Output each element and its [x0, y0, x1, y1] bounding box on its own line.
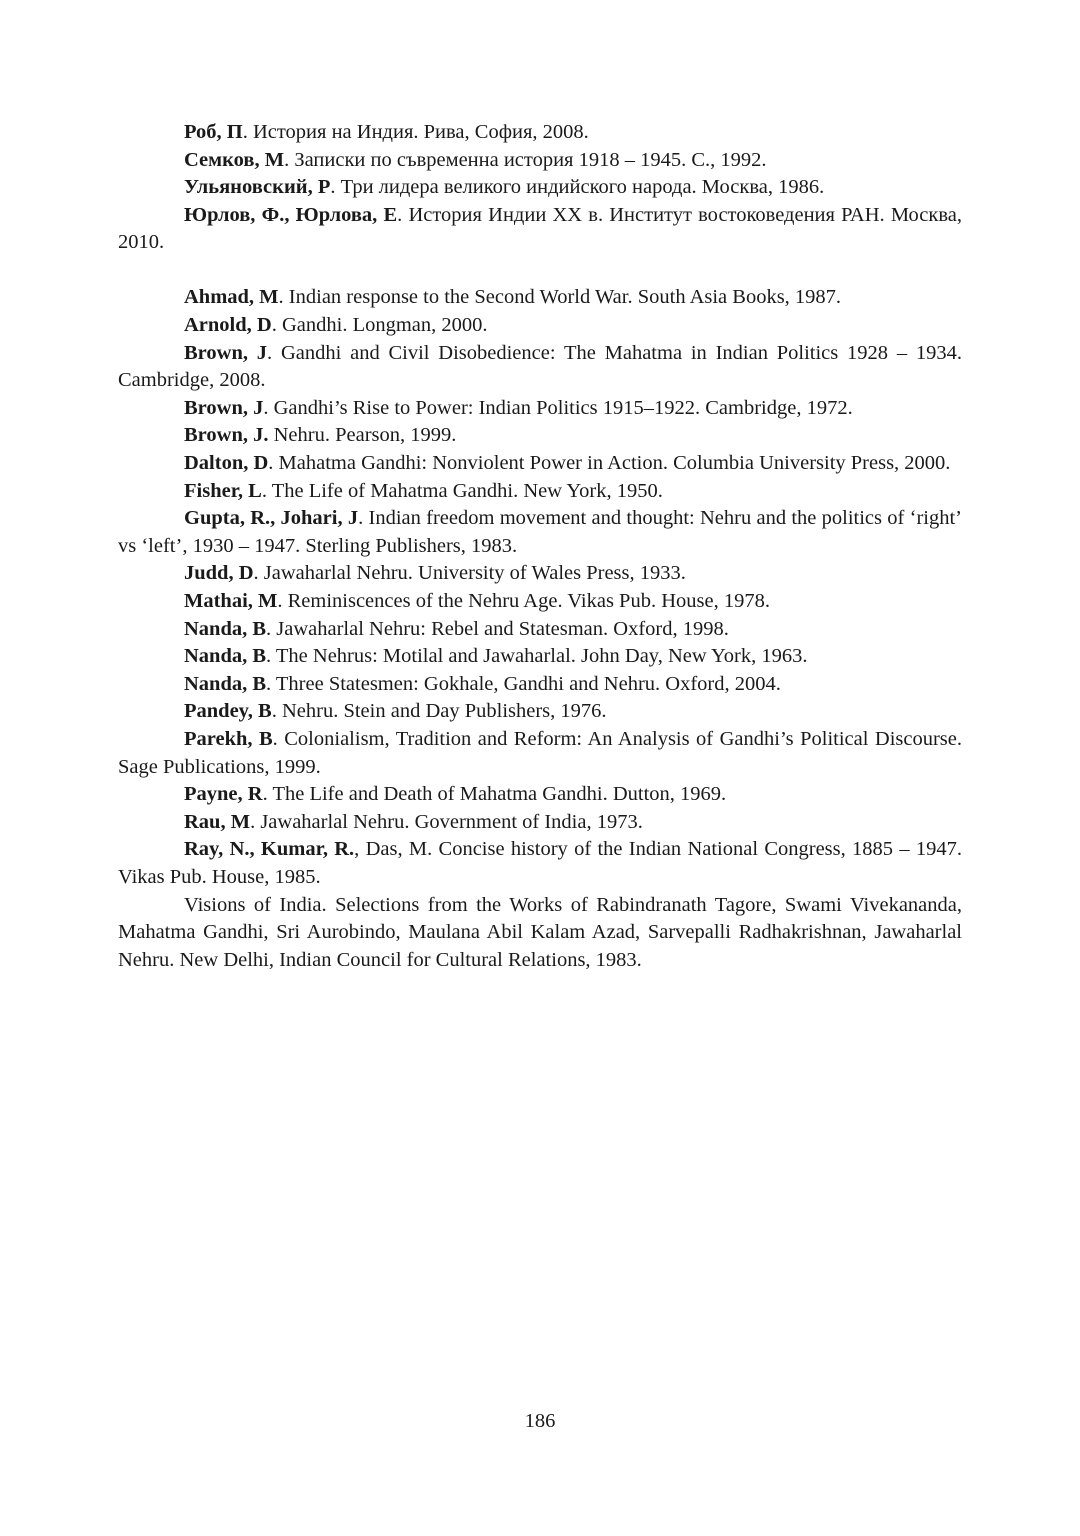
- entry-author: Fisher, L: [184, 479, 262, 502]
- entry-author: Mathai, M: [184, 590, 278, 612]
- bibliography-entry: [118, 395, 962, 423]
- entry-text: , Das, M. Concise history of the Indian National Congress, 1885 – 1947. Vikas Pub. House, 1985.: [118, 838, 962, 888]
- entry-author: Pandey, B: [184, 700, 272, 723]
- entry-text: . Gandhi’s Rise to Power: Indian Politics 1915–1922. Cambridge, 1972.: [263, 396, 853, 419]
- entry-author: Brown, J: [184, 396, 264, 419]
- bibliography-entry: [118, 147, 962, 175]
- entry-author: Rau, M: [184, 810, 251, 833]
- entry-text: . История Индии XX в. Институт востоковедения РАН. Москва, 2010.: [118, 203, 962, 254]
- bibliography-entry: [118, 505, 962, 560]
- entry-text: . Три лидера великого индийского народа. Москва, 1986.: [330, 176, 825, 199]
- entry-text: . Jawaharlal Nehru. University of Wales Press, 1933.: [253, 562, 686, 585]
- bibliography-entry: [118, 450, 962, 478]
- entry-text: Visions of India. Selections from the Works of Rabindranath Tagore, Swami Vivekananda, Mahatma Gandhi, Sri Aurobindo, Maulana Abil Kalam Azad, Sarvepalli Radhakrishnan, Jawaharlal Nehru. New Delhi, Indian Council for Cultural Relations, 1983.: [118, 893, 962, 971]
- entry-author: Payne, R: [184, 783, 263, 806]
- entry-text: . Reminiscences of the Nehru Age. Vikas Pub. House, 1978.: [277, 590, 770, 612]
- entry-author: Dalton, D: [184, 452, 269, 475]
- entry-author: Arnold, D: [184, 314, 272, 337]
- bibliography-entry: [118, 340, 962, 395]
- entry-text: . Записки по съвременна история 1918 – 1945. С., 1992.: [284, 148, 767, 171]
- bibliography-entry: [118, 312, 962, 340]
- entry-author: Parekh, B: [184, 727, 273, 750]
- bibliography-group-cyrillic: [118, 119, 962, 257]
- entry-text: . Indian freedom movement and thought: Nehru and the politics of ‘right’ vs ‘left’, 1930 – 1947. Sterling Publishers, 1983.: [118, 507, 962, 557]
- bibliography-entry: [118, 726, 962, 781]
- bibliography-entry: [118, 616, 962, 644]
- bibliography-entry: [118, 836, 962, 891]
- bibliography-entry: [118, 202, 962, 257]
- entry-author: Brown, J: [184, 341, 268, 364]
- bibliography-page: [118, 119, 962, 974]
- bibliography-group-latin: [118, 284, 962, 974]
- entry-text: . Jawaharlal Nehru. Government of India, 1973.: [250, 810, 643, 833]
- bibliography-entry: [118, 478, 962, 506]
- entry-author: Nanda, B: [184, 617, 267, 640]
- bibliography-entry: [118, 284, 962, 312]
- entry-author: Judd, D: [184, 562, 254, 585]
- bibliography-entry: [118, 422, 962, 450]
- bibliography-entry: [118, 174, 962, 202]
- entry-text: . The Life and Death of Mahatma Gandhi. Dutton, 1969.: [262, 783, 727, 806]
- bibliography-entry: [118, 671, 962, 699]
- entry-text: . Indian response to the Second World War. South Asia Books, 1987.: [278, 286, 842, 309]
- bibliography-entry: [118, 809, 962, 837]
- entry-author: Юрлов, Ф., Юрлова, Е: [184, 203, 398, 226]
- entry-author: Brown, J.: [184, 424, 269, 447]
- entry-author: Nanda, B: [184, 672, 267, 695]
- entry-text: . Mahatma Gandhi: Nonviolent Power in Action. Columbia University Press, 2000.: [268, 452, 951, 475]
- entry-text: . История на Индия. Рива, София, 2008.: [242, 121, 589, 143]
- entry-author: Роб, П: [184, 121, 243, 143]
- entry-author: Семков, М: [184, 148, 285, 171]
- entry-author: Gupta, R., Johari, J: [184, 507, 359, 530]
- entry-author: Ahmad, M: [184, 286, 279, 309]
- bibliography-entry: [118, 698, 962, 726]
- bibliography-entry: [118, 588, 962, 616]
- entry-author: Ульяновский, Р: [184, 176, 331, 199]
- entry-text: . Gandhi. Longman, 2000.: [271, 314, 488, 337]
- entry-text: . The Life of Mahatma Gandhi. New York, 1950.: [261, 479, 663, 502]
- entry-text: . Jawaharlal Nehru: Rebel and Statesman. Oxford, 1998.: [266, 617, 729, 640]
- entry-text: Nehru. Pearson, 1999.: [268, 424, 457, 447]
- entry-author: Ray, N., Kumar, R.: [184, 838, 355, 861]
- bibliography-entry: [118, 781, 962, 809]
- entry-text: . Gandhi and Civil Disobedience: The Mahatma in Indian Politics 1928 – 1934. Cambridge, 2008.: [118, 341, 963, 392]
- bibliography-entry: [118, 560, 962, 588]
- entry-text: . The Nehrus: Motilal and Jawaharlal. John Day, New York, 1963.: [266, 645, 808, 668]
- entry-text: . Three Statesmen: Gokhale, Gandhi and Nehru. Oxford, 2004.: [266, 672, 781, 695]
- entry-text: . Nehru. Stein and Day Publishers, 1976.: [271, 700, 607, 723]
- bibliography-entry: [118, 643, 962, 671]
- entry-author: Nanda, B: [184, 645, 267, 668]
- entry-text: . Colonialism, Tradition and Reform: An Analysis of Gandhi’s Political Discourse. Sage Publications, 1999.: [118, 727, 962, 778]
- page-number: 186: [524, 1410, 556, 1432]
- bibliography-entry: [118, 892, 962, 975]
- bibliography-entry: [118, 119, 962, 147]
